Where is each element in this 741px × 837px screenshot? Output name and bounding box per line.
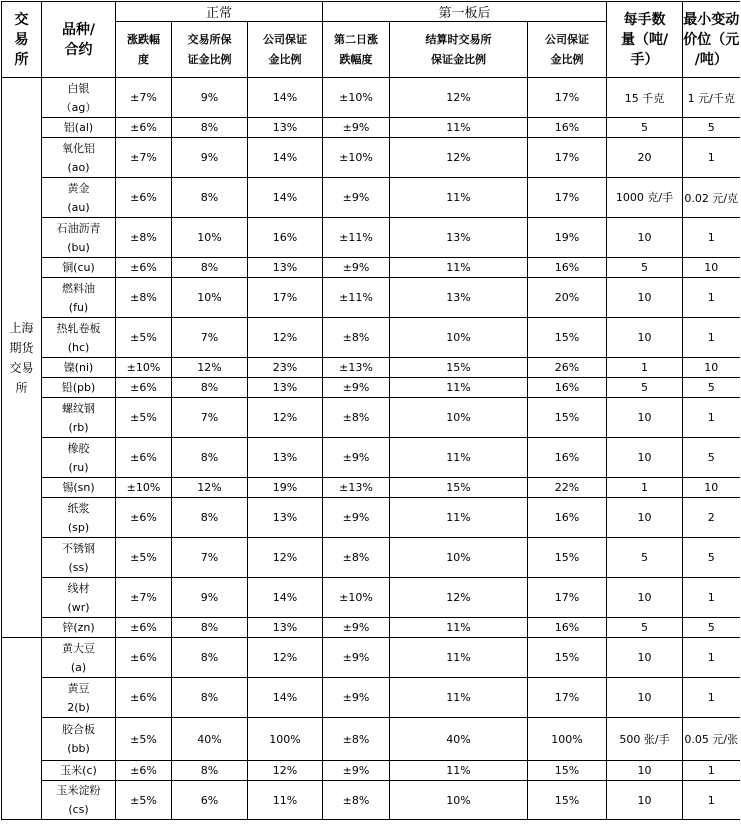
variety-cell: 石油沥青 (bu) — [42, 218, 116, 258]
next-day-limit-cell: ±13% — [323, 478, 390, 498]
exchange-margin-cell: 8% — [172, 761, 248, 781]
table-row — [2, 118, 740, 138]
tick-cell: 1 元/千克 — [683, 78, 740, 118]
variety-cell: 黄大豆 (a) — [42, 638, 116, 678]
company-margin-after-cell: 15% — [528, 538, 607, 578]
variety-cell: 燃料油 (fu) — [42, 278, 116, 318]
exchange-margin-cell: 9% — [172, 78, 248, 118]
company-margin-cell: 16% — [248, 218, 323, 258]
limit-cell: ±6% — [116, 118, 172, 138]
tick-cell: 5 — [683, 538, 740, 578]
company-margin-cell: 100% — [248, 718, 323, 761]
table-row — [2, 678, 740, 718]
company-margin-after-cell: 15% — [528, 318, 607, 358]
tick-cell: 1 — [683, 761, 740, 781]
table-row — [2, 398, 740, 438]
header-normal-company-margin: 公司保证 金比例 — [248, 22, 323, 78]
tick-cell: 1 — [683, 318, 740, 358]
tick-cell: 1 — [683, 278, 740, 318]
lot-size-cell: 5 — [607, 258, 683, 278]
header-company-margin-after: 公司保证 金比例 — [528, 22, 607, 78]
limit-cell: ±5% — [116, 781, 172, 820]
header-next-day-limit: 第二日涨 跌幅度 — [323, 22, 390, 78]
exchange-margin-cell: 8% — [172, 638, 248, 678]
variety-cell: 黄豆 2(b) — [42, 678, 116, 718]
company-margin-cell: 13% — [248, 498, 323, 538]
limit-cell: ±8% — [116, 278, 172, 318]
company-margin-cell: 14% — [248, 78, 323, 118]
exchange-margin-cell: 12% — [172, 358, 248, 378]
next-day-limit-cell: ±9% — [323, 378, 390, 398]
limit-cell: ±5% — [116, 318, 172, 358]
settle-margin-cell: 11% — [390, 378, 528, 398]
next-day-limit-cell: ±10% — [323, 138, 390, 178]
lot-size-cell: 10 — [607, 278, 683, 318]
next-day-limit-cell: ±8% — [323, 398, 390, 438]
limit-cell: ±5% — [116, 538, 172, 578]
table-row — [2, 718, 740, 761]
limit-cell: ±6% — [116, 638, 172, 678]
lot-size-cell: 1000 克/手 — [607, 178, 683, 218]
next-day-limit-cell: ±8% — [323, 538, 390, 578]
settle-margin-cell: 13% — [390, 218, 528, 258]
exchange-cell: 上海 期货 交易 所 — [2, 78, 42, 638]
company-margin-after-cell: 16% — [528, 618, 607, 638]
company-margin-cell: 14% — [248, 578, 323, 618]
settle-margin-cell: 11% — [390, 258, 528, 278]
company-margin-cell: 17% — [248, 278, 323, 318]
variety-cell: 玉米淀粉 (cs) — [42, 781, 116, 820]
tick-cell: 5 — [683, 118, 740, 138]
exchange-margin-cell: 8% — [172, 178, 248, 218]
settle-margin-cell: 10% — [390, 538, 528, 578]
company-margin-cell: 19% — [248, 478, 323, 498]
tick-cell: 1 — [683, 138, 740, 178]
settle-margin-cell: 13% — [390, 278, 528, 318]
settle-margin-cell: 10% — [390, 398, 528, 438]
lot-size-cell: 10 — [607, 498, 683, 538]
table-row — [2, 538, 740, 578]
limit-cell: ±6% — [116, 618, 172, 638]
company-margin-cell: 12% — [248, 761, 323, 781]
next-day-limit-cell: ±9% — [323, 118, 390, 138]
limit-cell: ±5% — [116, 398, 172, 438]
header-normal-exchange-margin: 交易所保 证金比例 — [172, 22, 248, 78]
settle-margin-cell: 12% — [390, 578, 528, 618]
tick-cell: 10 — [683, 258, 740, 278]
limit-cell: ±6% — [116, 678, 172, 718]
variety-cell: 线材 (wr) — [42, 578, 116, 618]
lot-size-cell: 10 — [607, 638, 683, 678]
settle-margin-cell: 12% — [390, 78, 528, 118]
company-margin-after-cell: 15% — [528, 398, 607, 438]
variety-cell: 氧化铝 (ao) — [42, 138, 116, 178]
limit-cell: ±6% — [116, 498, 172, 538]
tick-cell: 1 — [683, 218, 740, 258]
exchange-margin-cell: 8% — [172, 258, 248, 278]
tick-cell: 1 — [683, 781, 740, 820]
lot-size-cell: 10 — [607, 218, 683, 258]
variety-cell: 热轧卷板 (hc) — [42, 318, 116, 358]
settle-margin-cell: 10% — [390, 781, 528, 820]
settle-margin-cell: 11% — [390, 618, 528, 638]
next-day-limit-cell: ±9% — [323, 258, 390, 278]
table-row — [2, 578, 740, 618]
settle-margin-cell: 40% — [390, 718, 528, 761]
company-margin-cell: 13% — [248, 118, 323, 138]
settle-margin-cell: 11% — [390, 498, 528, 538]
lot-size-cell: 10 — [607, 761, 683, 781]
variety-cell: 铅(pb) — [42, 378, 116, 398]
settle-margin-cell: 11% — [390, 761, 528, 781]
variety-cell: 铜(cu) — [42, 258, 116, 278]
variety-cell: 纸浆 (sp) — [42, 498, 116, 538]
next-day-limit-cell: ±10% — [323, 78, 390, 118]
settle-margin-cell: 11% — [390, 178, 528, 218]
variety-cell: 不锈钢 (ss) — [42, 538, 116, 578]
table-row — [2, 378, 740, 398]
header-settle-margin: 结算时交易所 保证金比例 — [390, 22, 528, 78]
lot-size-cell: 10 — [607, 578, 683, 618]
exchange-margin-cell: 9% — [172, 578, 248, 618]
table-row — [2, 278, 740, 318]
exchange-margin-cell: 7% — [172, 538, 248, 578]
tick-cell: 1 — [683, 398, 740, 438]
limit-cell: ±8% — [116, 218, 172, 258]
variety-cell: 胶合板 (bb) — [42, 718, 116, 761]
company-margin-after-cell: 26% — [528, 358, 607, 378]
tick-cell: 10 — [683, 478, 740, 498]
company-margin-after-cell: 17% — [528, 138, 607, 178]
variety-cell: 锡(sn) — [42, 478, 116, 498]
table-row — [2, 478, 740, 498]
company-margin-after-cell: 19% — [528, 218, 607, 258]
margin-table — [1, 1, 740, 820]
limit-cell: ±7% — [116, 578, 172, 618]
next-day-limit-cell: ±13% — [323, 358, 390, 378]
exchange-margin-cell: 8% — [172, 118, 248, 138]
company-margin-after-cell: 100% — [528, 718, 607, 761]
header-normal-limit: 涨跌幅 度 — [116, 22, 172, 78]
company-margin-cell: 14% — [248, 178, 323, 218]
exchange-margin-cell: 10% — [172, 278, 248, 318]
limit-cell: ±7% — [116, 138, 172, 178]
exchange-margin-cell: 7% — [172, 318, 248, 358]
variety-cell: 螺纹钢 (rb) — [42, 398, 116, 438]
header-lot-size: 每手数 量（吨/ 手） — [607, 2, 683, 78]
lot-size-cell: 5 — [607, 378, 683, 398]
limit-cell: ±7% — [116, 78, 172, 118]
limit-cell: ±10% — [116, 478, 172, 498]
company-margin-after-cell: 17% — [528, 578, 607, 618]
limit-cell: ±6% — [116, 378, 172, 398]
limit-cell: ±5% — [116, 718, 172, 761]
tick-cell: 1 — [683, 638, 740, 678]
company-margin-after-cell: 17% — [528, 678, 607, 718]
settle-margin-cell: 12% — [390, 138, 528, 178]
lot-size-cell: 15 千克 — [607, 78, 683, 118]
next-day-limit-cell: ±8% — [323, 781, 390, 820]
company-margin-cell: 12% — [248, 318, 323, 358]
next-day-limit-cell: ±9% — [323, 178, 390, 218]
lot-size-cell: 10 — [607, 438, 683, 478]
company-margin-after-cell: 17% — [528, 178, 607, 218]
table-row — [2, 438, 740, 478]
settle-margin-cell: 11% — [390, 638, 528, 678]
settle-margin-cell: 15% — [390, 358, 528, 378]
lot-size-cell: 5 — [607, 618, 683, 638]
company-margin-after-cell: 22% — [528, 478, 607, 498]
next-day-limit-cell: ±8% — [323, 318, 390, 358]
next-day-limit-cell: ±9% — [323, 761, 390, 781]
company-margin-after-cell: 16% — [528, 258, 607, 278]
settle-margin-cell: 10% — [390, 318, 528, 358]
table-row — [2, 618, 740, 638]
exchange-margin-cell: 8% — [172, 618, 248, 638]
exchange-margin-cell: 9% — [172, 138, 248, 178]
next-day-limit-cell: ±9% — [323, 498, 390, 538]
company-margin-cell: 13% — [248, 618, 323, 638]
company-margin-cell: 14% — [248, 678, 323, 718]
lot-size-cell: 10 — [607, 398, 683, 438]
table-row — [2, 78, 740, 118]
header-tick: 最小变动 价位（元 /吨） — [683, 2, 740, 78]
company-margin-cell: 14% — [248, 138, 323, 178]
lot-size-cell: 10 — [607, 781, 683, 820]
limit-cell: ±6% — [116, 438, 172, 478]
company-margin-after-cell: 15% — [528, 781, 607, 820]
exchange-margin-cell: 40% — [172, 718, 248, 761]
limit-cell: ±6% — [116, 258, 172, 278]
tick-cell: 1 — [683, 578, 740, 618]
company-margin-cell: 13% — [248, 438, 323, 478]
tick-cell: 1 — [683, 678, 740, 718]
next-day-limit-cell: ±11% — [323, 278, 390, 318]
tick-cell: 5 — [683, 618, 740, 638]
table-row — [2, 318, 740, 358]
company-margin-cell: 23% — [248, 358, 323, 378]
table-row — [2, 761, 740, 781]
variety-cell: 黄金 (au) — [42, 178, 116, 218]
variety-cell: 镍(ni) — [42, 358, 116, 378]
exchange-margin-cell: 8% — [172, 378, 248, 398]
settle-margin-cell: 11% — [390, 118, 528, 138]
exchange-margin-cell: 8% — [172, 438, 248, 478]
table-row — [2, 138, 740, 178]
exchange-margin-cell: 8% — [172, 498, 248, 538]
limit-cell: ±6% — [116, 178, 172, 218]
table-row — [2, 258, 740, 278]
settle-margin-cell: 11% — [390, 438, 528, 478]
company-margin-cell: 13% — [248, 258, 323, 278]
tick-cell: 0.02 元/克 — [683, 178, 740, 218]
lot-size-cell: 1 — [607, 478, 683, 498]
exchange-margin-cell: 8% — [172, 678, 248, 718]
exchange-margin-cell: 12% — [172, 478, 248, 498]
variety-cell: 铝(al) — [42, 118, 116, 138]
next-day-limit-cell: ±9% — [323, 678, 390, 718]
header-variety: 品种/ 合约 — [42, 2, 116, 78]
company-margin-cell: 12% — [248, 538, 323, 578]
company-margin-after-cell: 17% — [528, 78, 607, 118]
table-row — [2, 178, 740, 218]
settle-margin-cell: 15% — [390, 478, 528, 498]
header-normal-group: 正常 — [116, 2, 323, 22]
company-margin-after-cell: 15% — [528, 761, 607, 781]
table-row — [2, 638, 740, 678]
company-margin-cell: 12% — [248, 398, 323, 438]
next-day-limit-cell: ±8% — [323, 718, 390, 761]
company-margin-cell: 12% — [248, 638, 323, 678]
variety-cell: 白银 （ag） — [42, 78, 116, 118]
settle-margin-cell: 11% — [390, 678, 528, 718]
variety-cell: 橡胶 (ru) — [42, 438, 116, 478]
tick-cell: 2 — [683, 498, 740, 538]
lot-size-cell: 5 — [607, 118, 683, 138]
company-margin-after-cell: 20% — [528, 278, 607, 318]
exchange-margin-cell: 6% — [172, 781, 248, 820]
company-margin-cell: 11% — [248, 781, 323, 820]
exchange-margin-cell: 7% — [172, 398, 248, 438]
header-first-board-group: 第一板后 — [323, 2, 607, 22]
table-row — [2, 781, 740, 820]
table-row — [2, 218, 740, 258]
variety-cell: 锌(zn) — [42, 618, 116, 638]
header-exchange: 交 易 所 — [2, 2, 42, 78]
company-margin-after-cell: 16% — [528, 118, 607, 138]
company-margin-after-cell: 16% — [528, 498, 607, 538]
variety-cell: 玉米(c) — [42, 761, 116, 781]
table-row — [2, 498, 740, 538]
table-row — [2, 358, 740, 378]
next-day-limit-cell: ±11% — [323, 218, 390, 258]
company-margin-cell: 13% — [248, 378, 323, 398]
limit-cell: ±10% — [116, 358, 172, 378]
tick-cell: 5 — [683, 438, 740, 478]
next-day-limit-cell: ±9% — [323, 638, 390, 678]
lot-size-cell: 1 — [607, 358, 683, 378]
exchange-margin-cell: 10% — [172, 218, 248, 258]
company-margin-after-cell: 16% — [528, 378, 607, 398]
tick-cell: 5 — [683, 378, 740, 398]
limit-cell: ±6% — [116, 761, 172, 781]
exchange-cell — [2, 638, 42, 820]
lot-size-cell: 5 — [607, 538, 683, 578]
lot-size-cell: 10 — [607, 678, 683, 718]
lot-size-cell: 500 张/手 — [607, 718, 683, 761]
lot-size-cell: 20 — [607, 138, 683, 178]
next-day-limit-cell: ±9% — [323, 618, 390, 638]
next-day-limit-cell: ±9% — [323, 438, 390, 478]
lot-size-cell: 10 — [607, 318, 683, 358]
company-margin-after-cell: 16% — [528, 438, 607, 478]
company-margin-after-cell: 15% — [528, 638, 607, 678]
tick-cell: 0.05 元/张 — [683, 718, 740, 761]
tick-cell: 10 — [683, 358, 740, 378]
next-day-limit-cell: ±10% — [323, 578, 390, 618]
